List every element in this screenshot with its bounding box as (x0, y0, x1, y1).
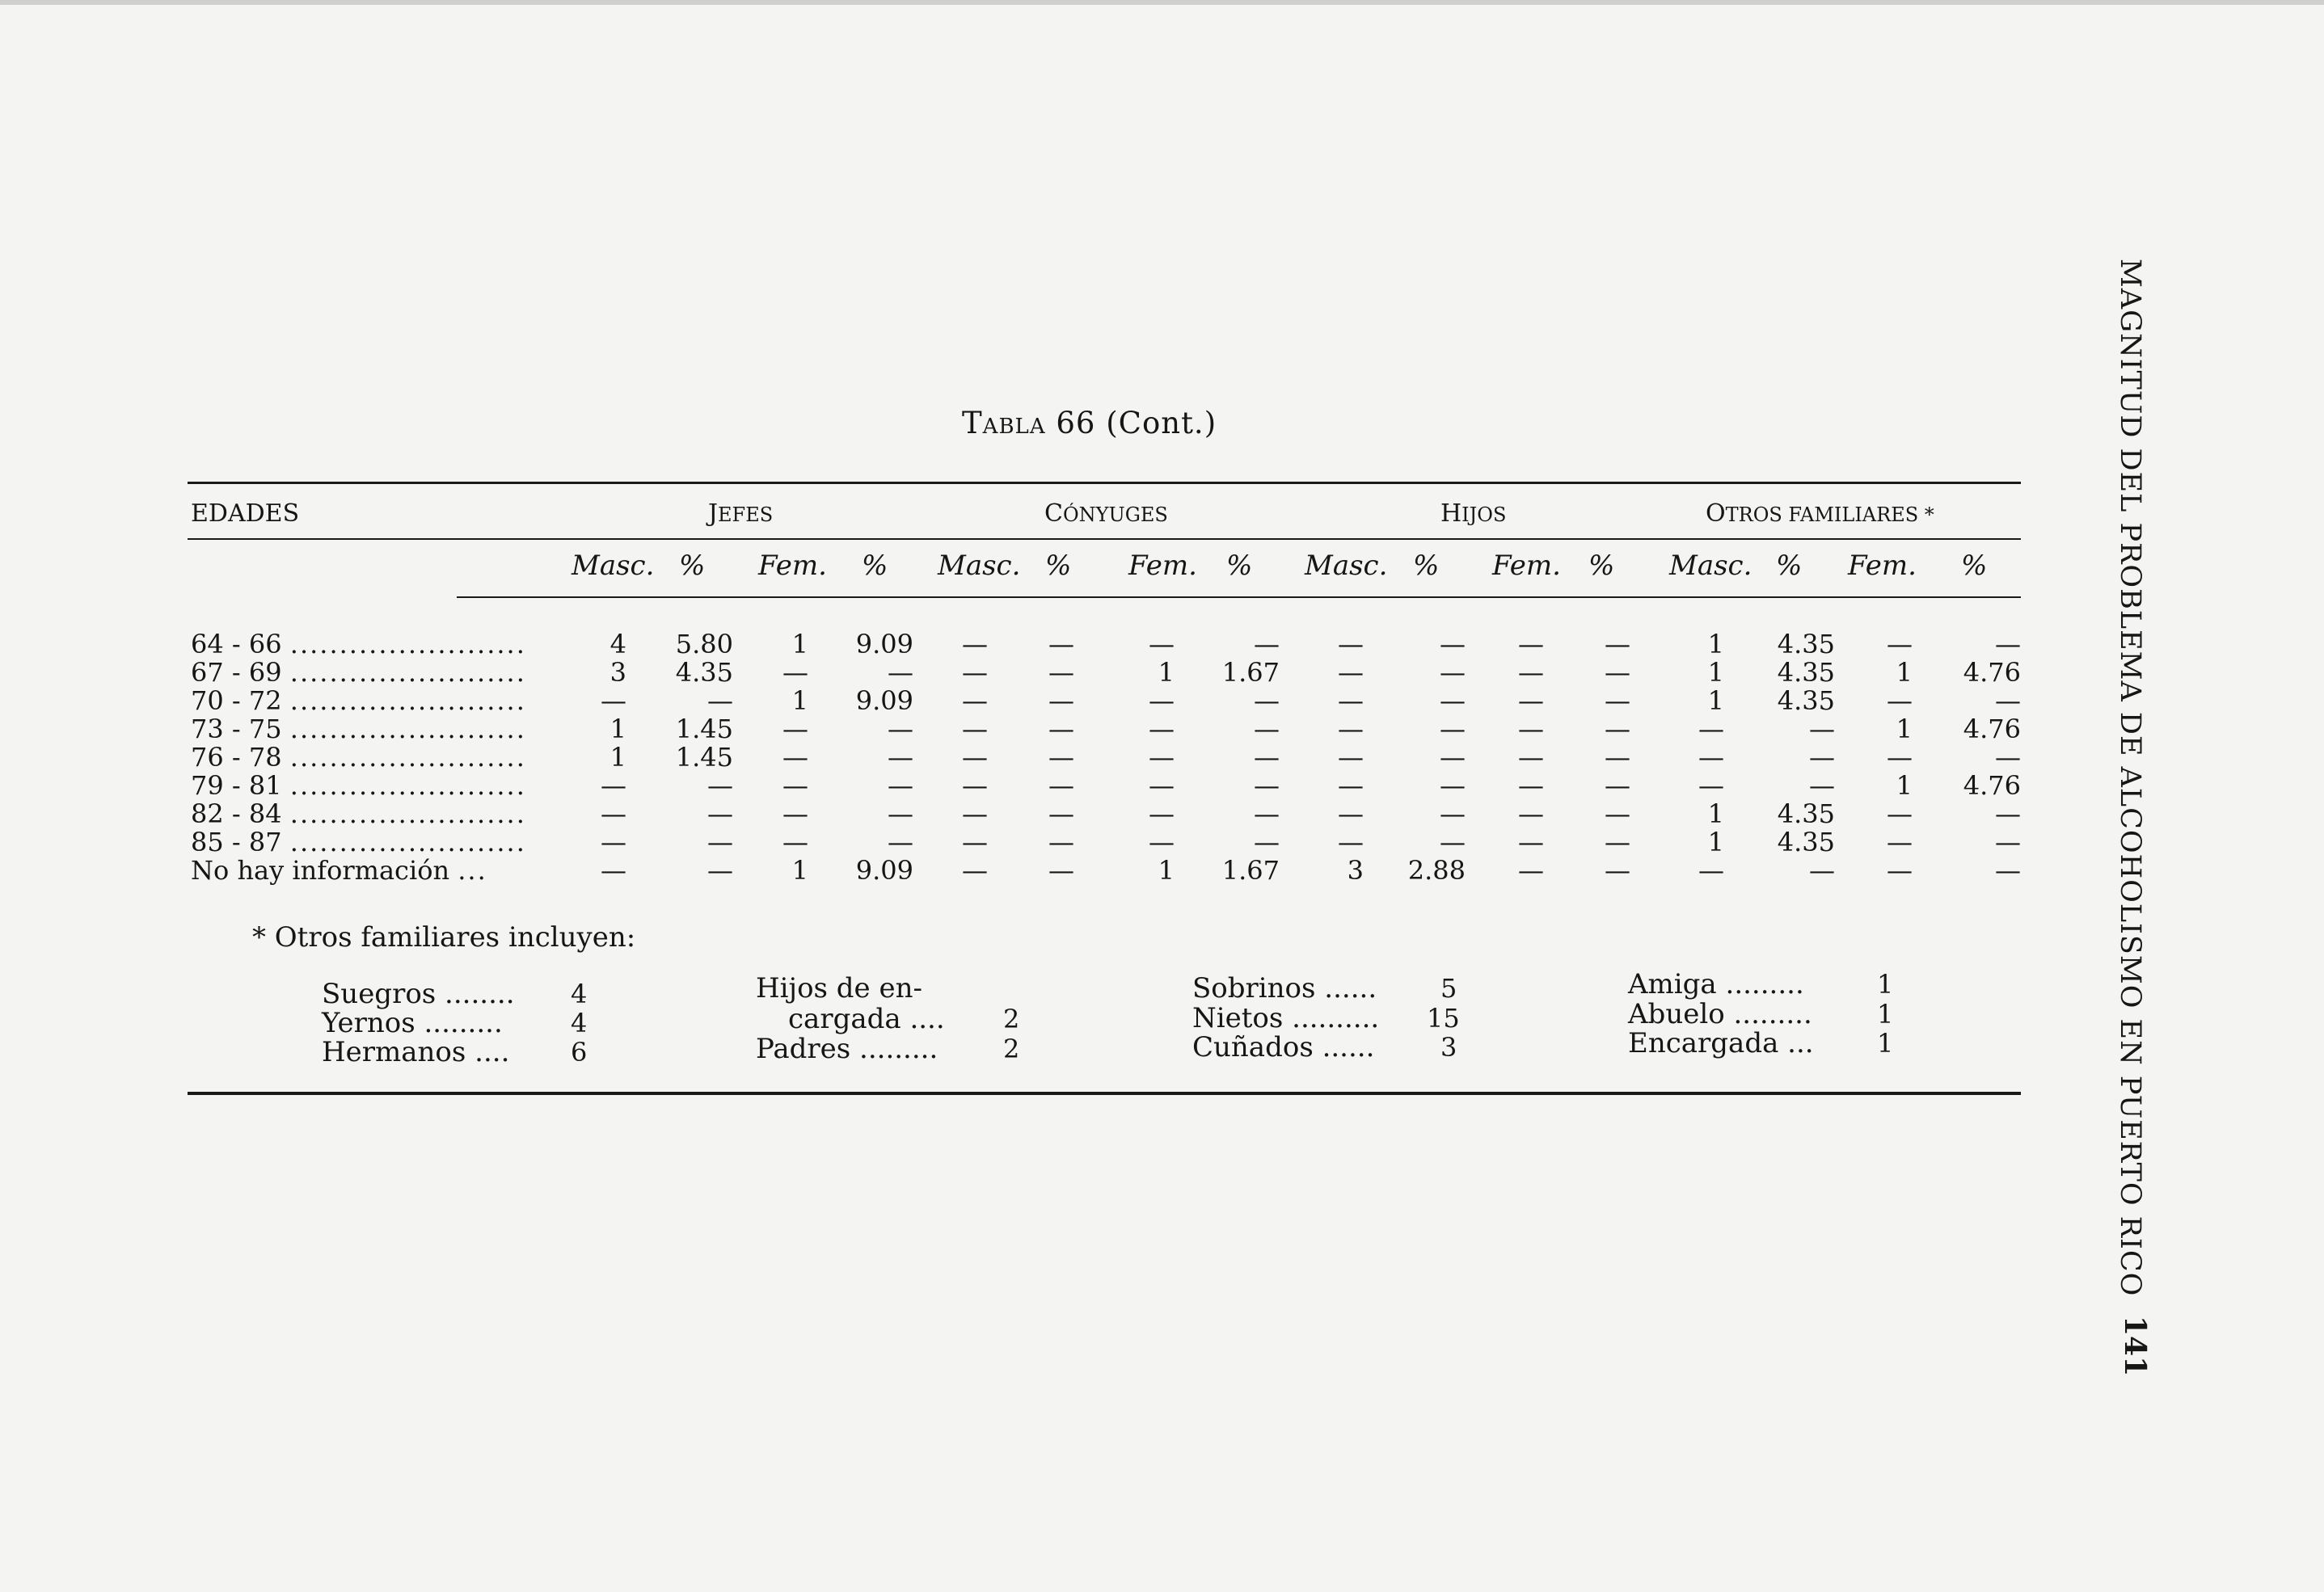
table-cell: — (1149, 685, 1175, 716)
table-cell: 4.35 (1777, 798, 1835, 829)
table-cell: — (1149, 629, 1175, 659)
table-cell: — (1698, 770, 1724, 801)
table-cell: — (1048, 685, 1074, 716)
table-cell: — (962, 742, 988, 773)
subheader-pct: % (1045, 550, 1072, 582)
table-cell: — (782, 798, 808, 829)
family-name: Nietos .......... (1192, 1002, 1380, 1034)
table-cell: 2.88 (1407, 855, 1466, 886)
table-cell: — (707, 685, 733, 716)
table-cell: 4.35 (1777, 685, 1835, 716)
row-label (191, 657, 526, 688)
family-name: Encargada ... (1628, 1027, 1814, 1059)
table-cell: 9.09 (855, 685, 913, 716)
table-cell: — (1518, 770, 1544, 801)
table-cell: — (962, 685, 988, 716)
row-label-leader: ........................ (289, 714, 526, 744)
table-cell: — (601, 827, 626, 857)
table-cell: — (1605, 855, 1630, 886)
table-cell: — (782, 714, 808, 744)
subheader-fem: Fem. (1492, 550, 1561, 582)
table-cell: — (1149, 827, 1175, 857)
table-cell: — (1149, 798, 1175, 829)
family-name: Hermanos .... (322, 1036, 510, 1068)
table-cell: — (1518, 714, 1544, 744)
table-top-rule (188, 482, 2021, 484)
family-count: 1 (1877, 1028, 1894, 1059)
table-cell: — (1048, 629, 1074, 659)
table-cell: — (1440, 714, 1466, 744)
table-cell: 4.35 (1777, 827, 1835, 857)
table-cell: — (1338, 798, 1364, 829)
table-cell: — (962, 714, 988, 744)
table-cell: — (962, 770, 988, 801)
header-conyuges-rest: ÓNYUGES (1062, 503, 1168, 526)
header-jefes (708, 499, 773, 528)
family-count: 15 (1427, 1003, 1460, 1034)
table-cell: 1 (1896, 657, 1913, 688)
family-name: cargada .... (788, 1003, 945, 1035)
running-head: MAGNITUD DEL PROBLEMA DE ALCOHOLISMO EN PUERTO RICO (2114, 259, 2146, 1297)
table-cell: — (1605, 742, 1630, 773)
header-hijos (1440, 499, 1506, 528)
header-otros-familiares (1706, 499, 1934, 528)
header-bottom-rule (457, 596, 2021, 598)
subheader-pct: % (679, 550, 706, 582)
table-cell: — (707, 798, 733, 829)
row-label (191, 742, 526, 773)
header-conyuges-initial: C (1044, 499, 1063, 528)
subheader-pct: % (1588, 550, 1615, 582)
table-cell: — (1048, 714, 1074, 744)
table-cell: 9.09 (855, 855, 913, 886)
table-cell: — (1605, 714, 1630, 744)
table-cell: 9.09 (855, 629, 913, 659)
table-cell: 1 (791, 629, 808, 659)
table-cell: — (782, 742, 808, 773)
page-top-edge (0, 0, 2324, 5)
row-label (191, 714, 526, 744)
subheader-pct: % (862, 550, 888, 582)
table-cell: 3 (1347, 855, 1364, 886)
table-cell: — (888, 714, 913, 744)
table-cell: — (1518, 742, 1544, 773)
table-title (962, 406, 1217, 440)
table-cell: — (1995, 798, 2021, 829)
subheader-fem: Fem. (1848, 550, 1917, 582)
table-cell: 4 (609, 629, 626, 659)
header-jefes-rest: EFES (718, 503, 774, 526)
table-cell: — (1605, 770, 1630, 801)
table-cell: — (1338, 629, 1364, 659)
header-hijos-initial: H (1440, 499, 1462, 528)
table-cell: 1 (1707, 827, 1724, 857)
table-cell: — (962, 855, 988, 886)
subheader-masc: Masc. (938, 550, 1021, 582)
family-count: 6 (571, 1037, 588, 1068)
family-count: 4 (571, 979, 588, 1009)
table-cell: 5.80 (675, 629, 733, 659)
table-title-number: 66 (Cont.) (1045, 406, 1217, 440)
header-hijos-rest: IJOS (1461, 503, 1507, 526)
table-cell: — (1048, 657, 1074, 688)
family-name: Sobrinos ...... (1192, 972, 1377, 1004)
table-cell: — (1698, 855, 1724, 886)
table-cell: — (707, 855, 733, 886)
table-cell: — (1254, 827, 1280, 857)
row-label-text: 79 - 81 (191, 770, 282, 801)
subheader-pct: % (1413, 550, 1440, 582)
table-cell: — (1887, 855, 1913, 886)
table-cell: 1.45 (675, 714, 733, 744)
table-cell: — (601, 770, 626, 801)
table-cell: — (1254, 742, 1280, 773)
table-cell: — (1887, 742, 1913, 773)
table-cell: — (1995, 742, 2021, 773)
family-name: Suegros ........ (322, 978, 515, 1010)
table-cell: — (707, 827, 733, 857)
table-cell: — (888, 798, 913, 829)
row-label (191, 685, 526, 716)
table-cell: — (601, 798, 626, 829)
table-cell: — (1605, 629, 1630, 659)
subheader-pct: % (1226, 550, 1253, 582)
subheader-masc: Masc. (572, 550, 655, 582)
table-cell: — (1809, 714, 1835, 744)
table-cell: — (1254, 685, 1280, 716)
table-cell: — (1254, 798, 1280, 829)
row-label (191, 855, 487, 886)
table-cell: — (1809, 770, 1835, 801)
table-cell: — (1605, 827, 1630, 857)
row-label-leader: ........................ (289, 685, 526, 716)
row-label-text: 67 - 69 (191, 657, 282, 688)
table-cell: — (1518, 685, 1544, 716)
table-cell: — (1048, 742, 1074, 773)
table-cell: — (1254, 770, 1280, 801)
row-label-text: 70 - 72 (191, 685, 282, 716)
subheader-masc: Masc. (1305, 550, 1388, 582)
table-cell: — (1048, 798, 1074, 829)
table-cell: — (782, 827, 808, 857)
row-label-text: No hay información (191, 855, 450, 886)
table-cell: 1.67 (1221, 657, 1280, 688)
table-cell: 1 (1158, 855, 1175, 886)
table-cell: — (601, 855, 626, 886)
row-label-text: 85 - 87 (191, 827, 282, 857)
table-cell: — (1149, 714, 1175, 744)
table-cell: — (1887, 798, 1913, 829)
table-cell: 1 (609, 742, 626, 773)
table-cell: — (1338, 742, 1364, 773)
table-cell: — (888, 742, 913, 773)
row-label-text: 73 - 75 (191, 714, 282, 744)
header-group-rule (188, 538, 2021, 540)
table-cell: 4.35 (1777, 657, 1835, 688)
table-cell: — (1605, 657, 1630, 688)
row-label (191, 827, 526, 857)
table-cell: — (1149, 770, 1175, 801)
subheader-fem: Fem. (1128, 550, 1197, 582)
table-cell: — (1995, 629, 2021, 659)
table-cell: — (1518, 827, 1544, 857)
table-cell: — (1338, 770, 1364, 801)
table-cell: — (1518, 657, 1544, 688)
table-cell: 1.45 (675, 742, 733, 773)
table-cell: — (1338, 827, 1364, 857)
family-count: 4 (571, 1008, 588, 1038)
table-cell: 1.67 (1221, 855, 1280, 886)
family-name: Cuñados ...... (1192, 1031, 1375, 1063)
row-label-text: 64 - 66 (191, 629, 282, 659)
table-cell: 4.76 (1963, 770, 2021, 801)
table-cell: — (1887, 685, 1913, 716)
header-otros-rest: TROS FAMILIARES * (1725, 503, 1934, 526)
header-conyuges (1044, 499, 1168, 528)
page-number: 141 (2118, 1316, 2152, 1377)
table-cell: — (1995, 827, 2021, 857)
table-cell: — (888, 770, 913, 801)
table-cell: — (1605, 685, 1630, 716)
table-cell: — (1605, 798, 1630, 829)
table-cell: — (1048, 827, 1074, 857)
row-label-leader: ... (458, 855, 487, 886)
family-count: 1 (1877, 969, 1894, 1000)
table-cell: 4.76 (1963, 657, 2021, 688)
table-cell: — (1440, 827, 1466, 857)
table-cell: — (1518, 798, 1544, 829)
table-cell: — (1809, 742, 1835, 773)
family-name: Hijos de en- (756, 972, 922, 1004)
table-cell: 1 (1896, 714, 1913, 744)
family-count: 5 (1440, 973, 1457, 1004)
subheader-fem: Fem. (758, 550, 827, 582)
table-cell: 1 (791, 685, 808, 716)
row-label-text: 82 - 84 (191, 798, 282, 829)
footnote: * Otros familiares incluyen: (252, 921, 636, 954)
table-cell: — (1995, 855, 2021, 886)
table-title-prefix: Tabla (962, 406, 1046, 440)
table-cell: — (1254, 629, 1280, 659)
table-cell: — (1338, 657, 1364, 688)
row-label-text: 76 - 78 (191, 742, 282, 773)
table-cell: — (1048, 855, 1074, 886)
table-cell: — (1698, 742, 1724, 773)
row-label-leader: ........................ (289, 657, 526, 688)
family-name: Abuelo ......... (1628, 998, 1812, 1030)
row-label-leader: ........................ (289, 798, 526, 829)
table-cell: — (962, 827, 988, 857)
table-cell: 4.35 (675, 657, 733, 688)
family-count: 3 (1440, 1032, 1457, 1063)
family-count: 2 (1003, 1004, 1020, 1034)
table-cell: 1 (1158, 657, 1175, 688)
table-cell: 1 (1896, 770, 1913, 801)
table-cell: 1 (609, 714, 626, 744)
subheader-pct: % (1776, 550, 1803, 582)
table-cell: — (1887, 827, 1913, 857)
table-cell: — (782, 657, 808, 688)
subheader-masc: Masc. (1669, 550, 1752, 582)
edades-header: EDADES (191, 499, 300, 528)
table-cell: 1 (1707, 657, 1724, 688)
table-cell: 1 (1707, 685, 1724, 716)
table-cell: — (1440, 742, 1466, 773)
table-cell: — (1440, 770, 1466, 801)
table-cell: 1 (1707, 629, 1724, 659)
table-cell: 1 (1707, 798, 1724, 829)
table-cell: — (1440, 798, 1466, 829)
table-cell: — (888, 827, 913, 857)
table-cell: 4.35 (1777, 629, 1835, 659)
family-count: 1 (1877, 999, 1894, 1030)
table-cell: — (1440, 685, 1466, 716)
row-label (191, 770, 526, 801)
table-cell: — (888, 657, 913, 688)
table-cell: — (782, 770, 808, 801)
family-name: Padres ......... (756, 1033, 938, 1065)
table-cell: — (601, 685, 626, 716)
row-label-leader: ........................ (289, 770, 526, 801)
table-cell: — (1887, 629, 1913, 659)
table-cell: — (1149, 742, 1175, 773)
table-cell: 1 (791, 855, 808, 886)
table-cell: — (1809, 855, 1835, 886)
table-cell: — (1698, 714, 1724, 744)
table-cell: — (1518, 629, 1544, 659)
family-count: 2 (1003, 1034, 1020, 1064)
table-bottom-rule (188, 1092, 2021, 1095)
header-jefes-initial: J (708, 499, 719, 528)
family-name: Yernos ......... (322, 1007, 503, 1039)
table-cell: — (962, 629, 988, 659)
table-cell: — (1338, 685, 1364, 716)
subheader-pct: % (1961, 550, 1988, 582)
table-cell: 4.76 (1963, 714, 2021, 744)
family-name: Amiga ......... (1628, 968, 1804, 1000)
table-cell: — (1254, 714, 1280, 744)
row-label-leader: ........................ (289, 827, 526, 857)
table-cell: — (1518, 855, 1544, 886)
table-cell: — (707, 770, 733, 801)
table-cell: — (1440, 657, 1466, 688)
table-cell: — (1995, 685, 2021, 716)
row-label (191, 629, 526, 659)
table-cell: — (1338, 714, 1364, 744)
header-otros-initial: O (1706, 499, 1726, 528)
table-cell: — (1048, 770, 1074, 801)
table-cell: — (962, 657, 988, 688)
table-cell: 3 (609, 657, 626, 688)
row-label-leader: ........................ (289, 629, 526, 659)
row-label (191, 798, 526, 829)
table-cell: — (1440, 629, 1466, 659)
table-cell: — (962, 798, 988, 829)
row-label-leader: ........................ (289, 742, 526, 773)
